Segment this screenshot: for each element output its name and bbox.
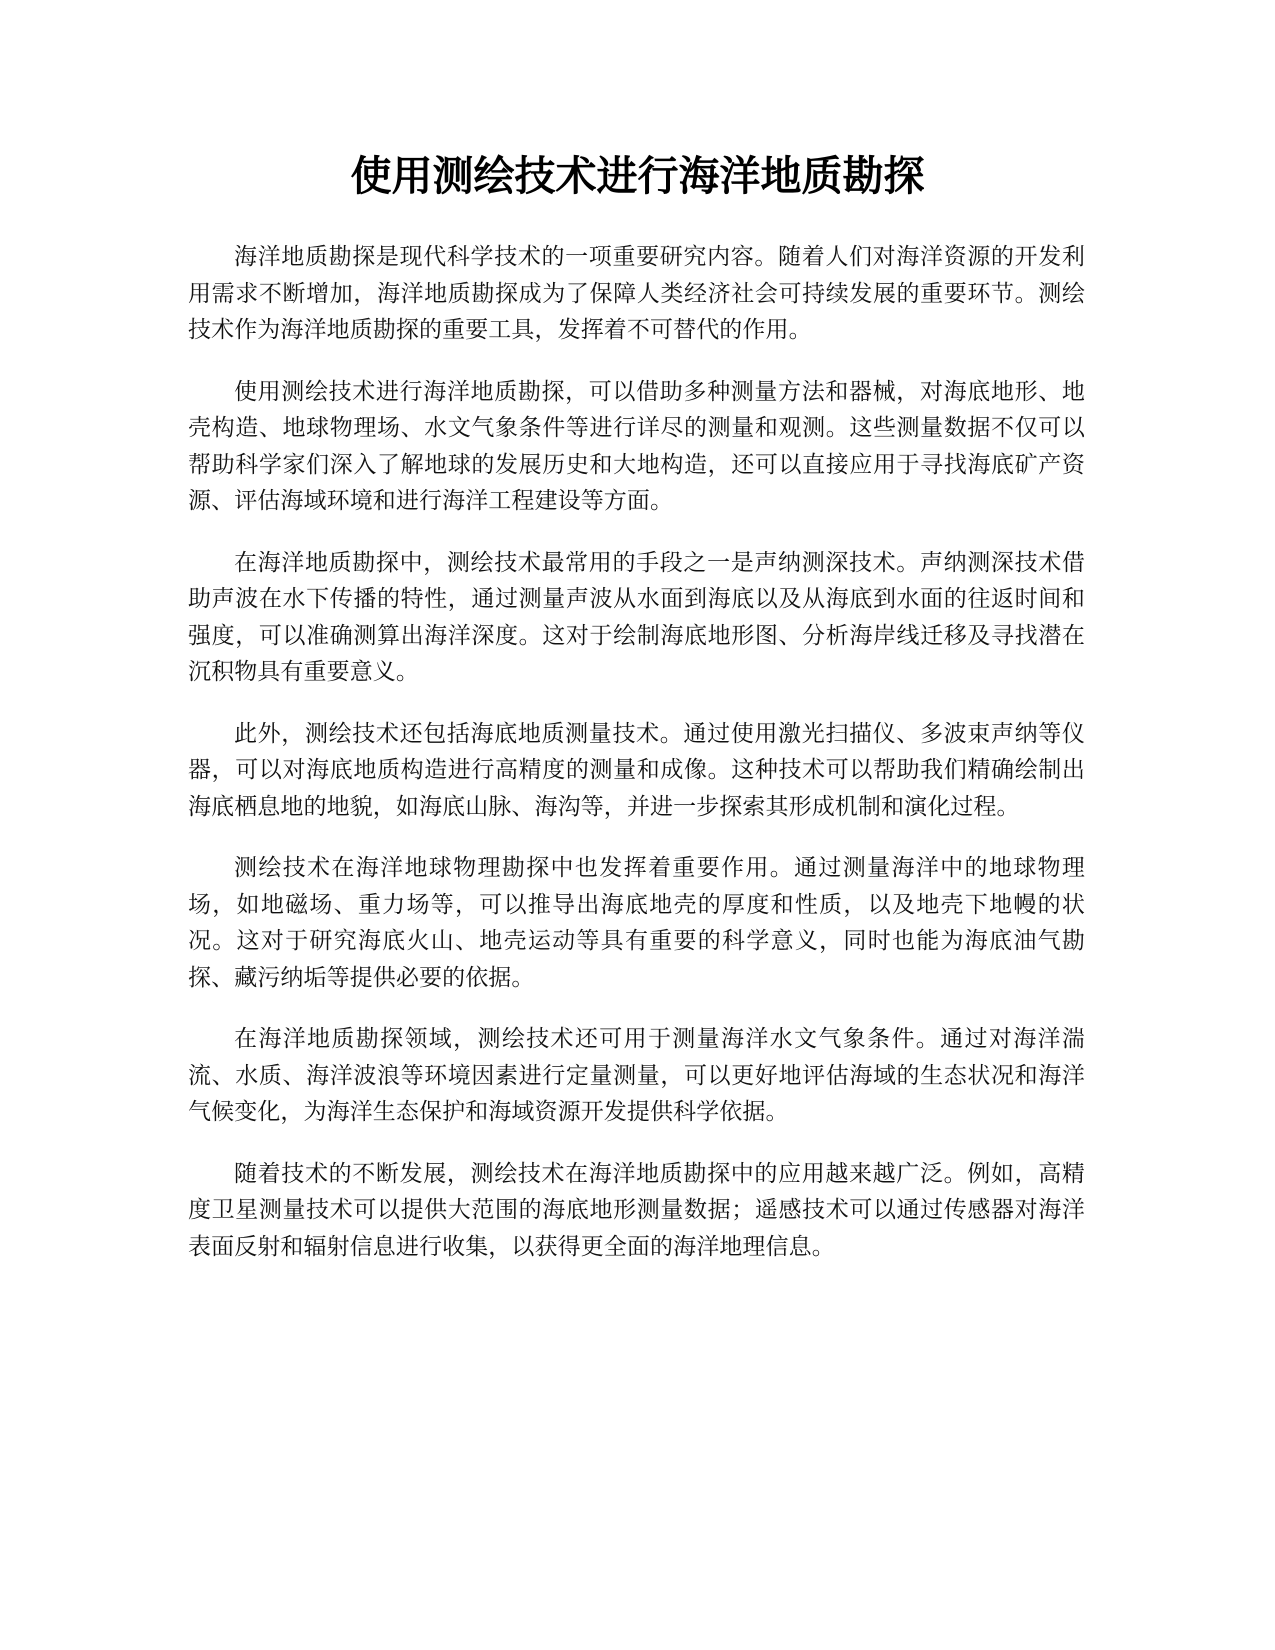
paragraph-6: 在海洋地质勘探领域，测绘技术还可用于测量海洋水文气象条件。通过对海洋湍流、水质、海洋波浪等环境因素进行定量测量，可以更好地评估海域的生态状况和海洋气候变化，为海洋生态保护和海域资源开发提供科学依据。 [188, 1026, 1085, 1125]
paragraph-2: 使用测绘技术进行海洋地质勘探，可以借助多种测量方法和器械，对海底地形、地壳构造、地球物理场、水文气象条件等进行详尽的测量和观测。这些测量数据不仅可以帮助科学家们深入了解地球的发展历史和大地构造，还可以直接应用于寻找海底矿产资源、评估海域环境和进行海洋工程建设等方面。 [188, 378, 1085, 514]
document-body [188, 239, 1085, 1290]
paragraph-4: 此外，测绘技术还包括海底地质测量技术。通过使用激光扫描仪、多波束声纳等仪器，可以对海底地质构造进行高精度的测量和成像。这种技术可以帮助我们精确绘制出海底栖息地的地貌，如海底山脉、海沟等，并进一步探索其形成机制和演化过程。 [188, 720, 1085, 820]
paragraph-1: 海洋地质勘探是现代科学技术的一项重要研究内容。随着人们对海洋资源的开发利用需求不断增加，海洋地质勘探成为了保障人类经济社会可持续发展的重要环节。测绘技术作为海洋地质勘探的重要工具，发挥着不可替代的作用。 [188, 244, 1085, 343]
paragraph-3: 在海洋地质勘探中，测绘技术最常用的手段之一是声纳测深技术。声纳测深技术借助声波在水下传播的特性，通过测量声波从水面到海底以及从海底到水面的往返时间和强度，可以准确测算出海洋深度。这对于绘制海底地形图、分析海岸线迁移及寻找潜在沉积物具有重要意义。 [188, 549, 1085, 685]
paragraph-7: 随着技术的不断发展，测绘技术在海洋地质勘探中的应用越来越广泛。例如，高精度卫星测量技术可以提供大范围的海底地形测量数据；遥感技术可以通过传感器对海洋表面反射和辐射信息进行收集，以获得更全面的海洋地理信息。 [188, 1160, 1085, 1260]
paragraph-5: 测绘技术在海洋地球物理勘探中也发挥着重要作用。通过测量海洋中的地球物理场，如地磁场、重力场等，可以推导出海底地壳的厚度和性质，以及地壳下地幔的状况。这对于研究海底火山、地壳运动等具有重要的科学意义，同时也能为海底油气勘探、藏污纳垢等提供必要的依据。 [188, 855, 1085, 991]
document-title: 使用测绘技术进行海洋地质勘探 [350, 152, 925, 200]
